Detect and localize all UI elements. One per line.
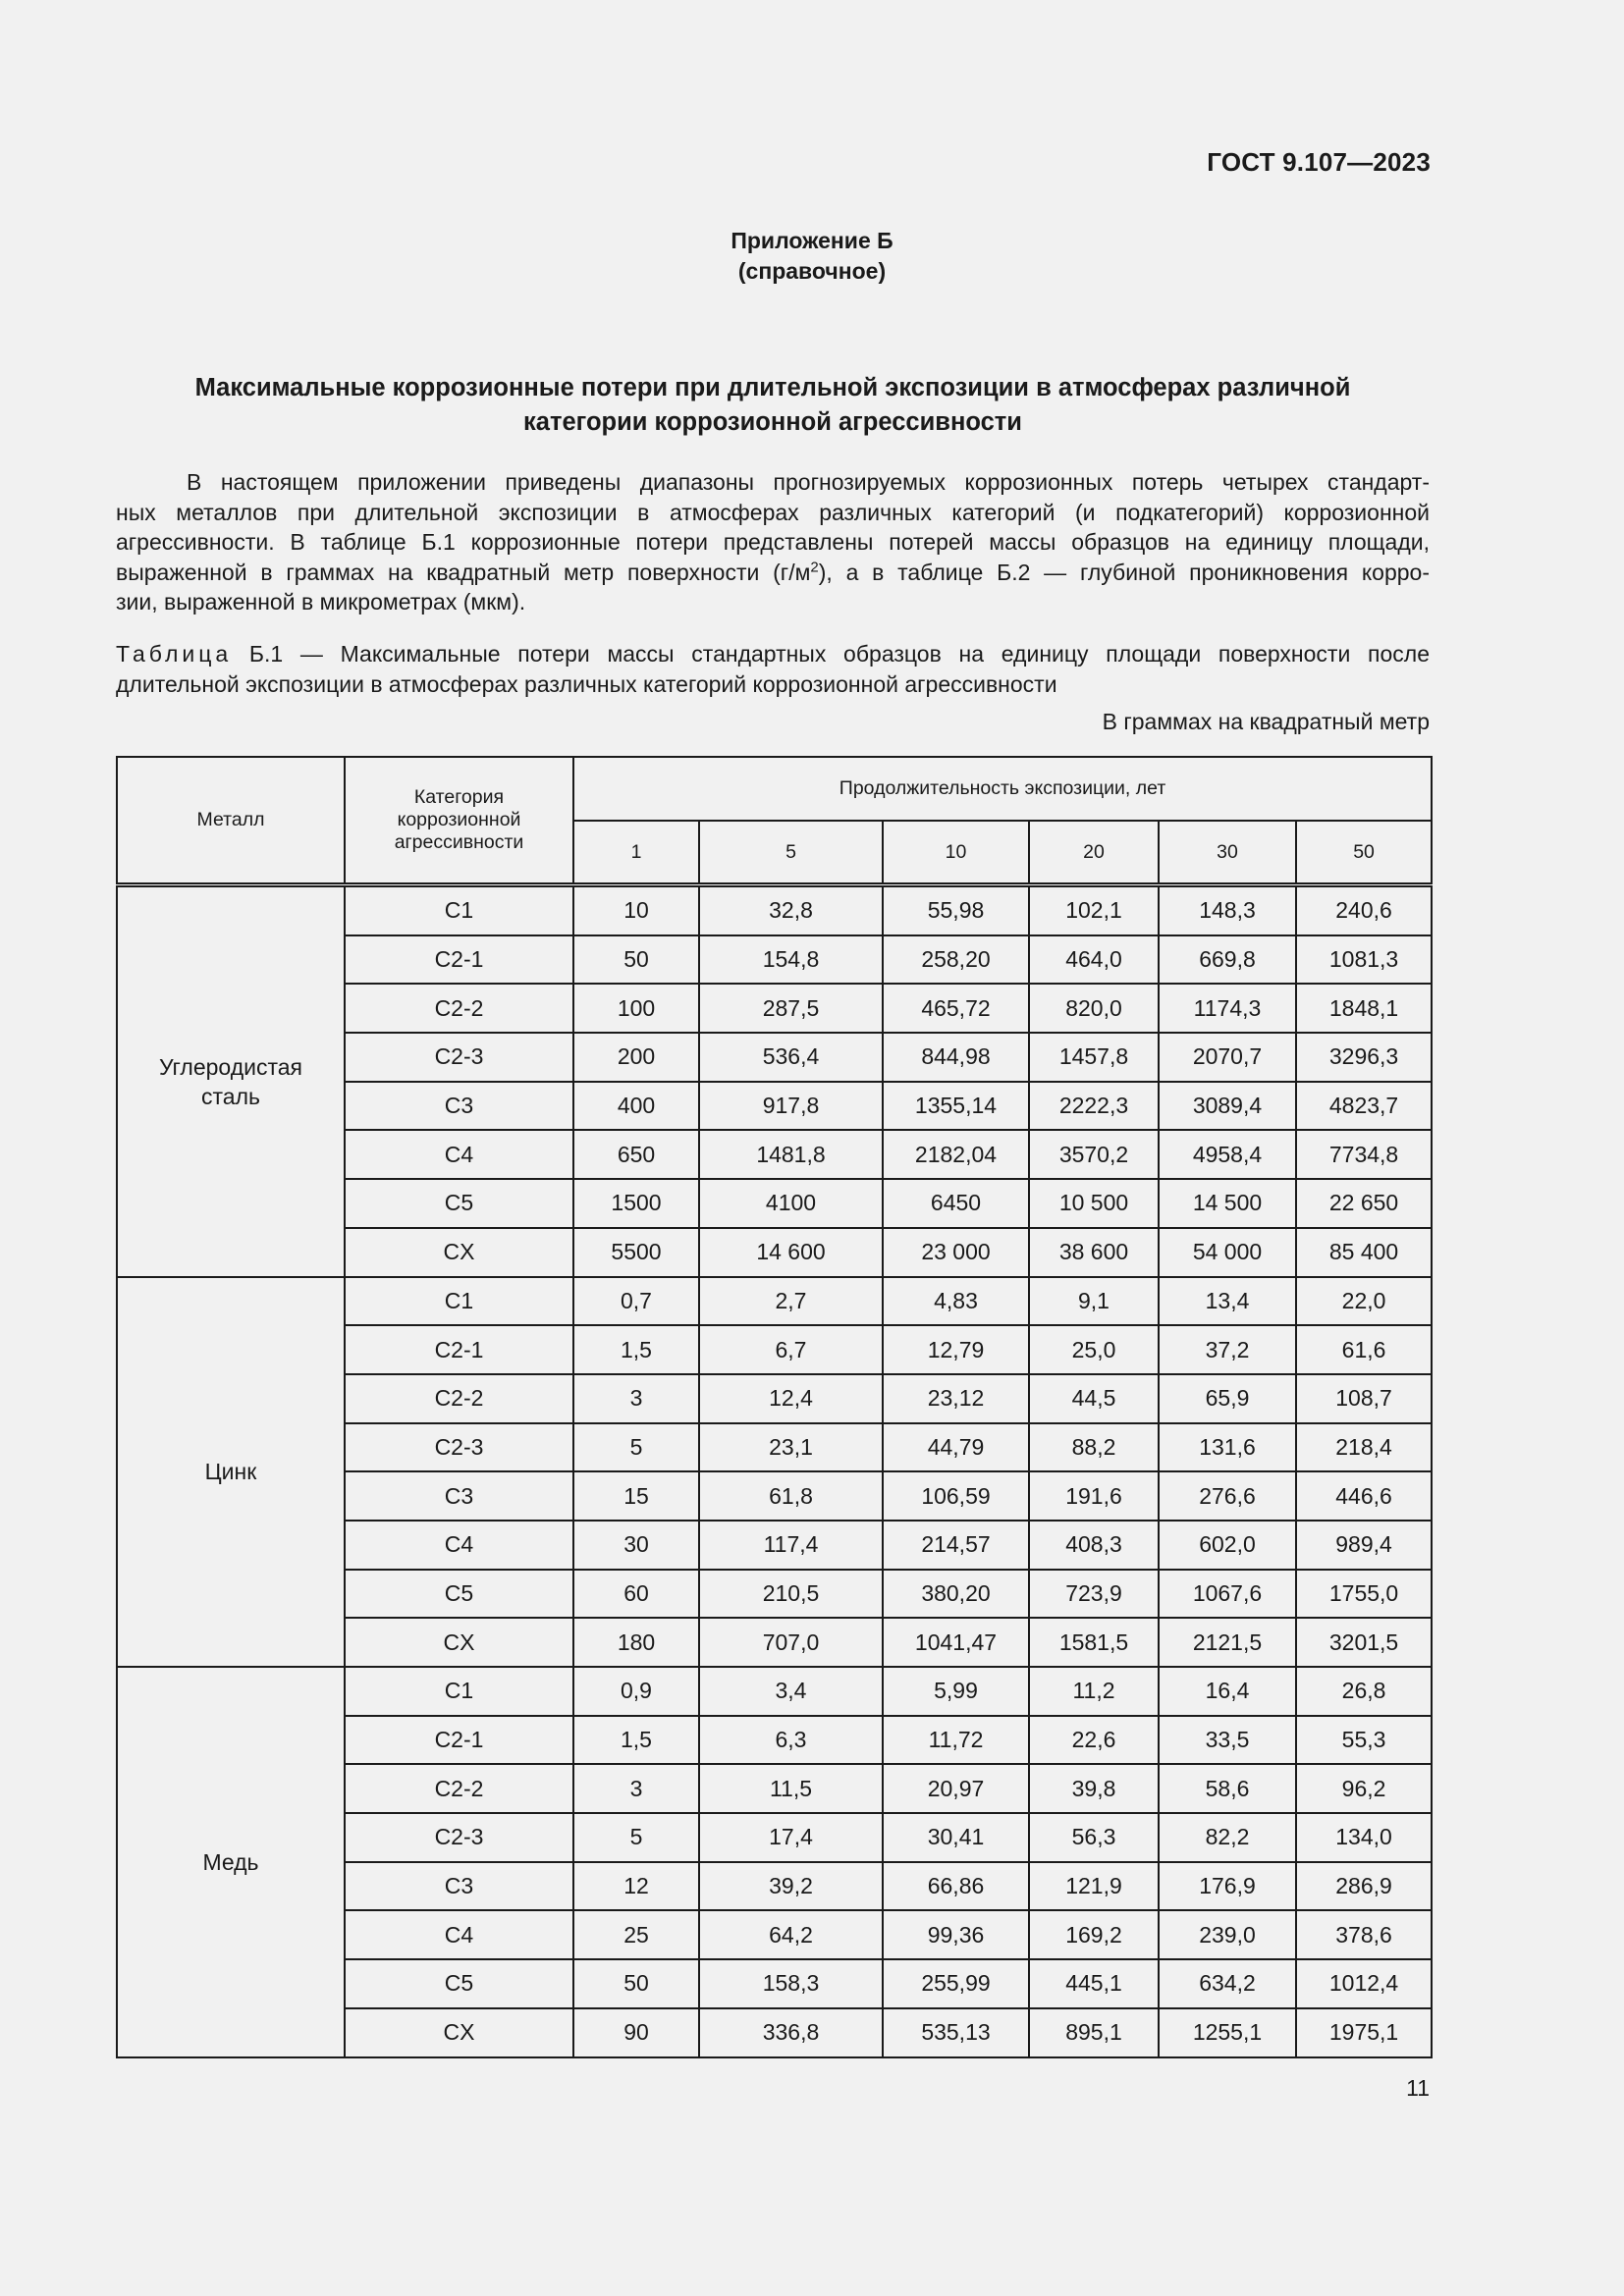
- value-cell: 3201,5: [1296, 1618, 1432, 1667]
- value-cell: 6,3: [699, 1716, 883, 1765]
- header-category: Категория коррозионной агрессивности: [345, 757, 573, 885]
- value-cell: 88,2: [1029, 1423, 1159, 1472]
- value-cell: 20,97: [883, 1764, 1029, 1813]
- value-cell: 4958,4: [1159, 1130, 1296, 1179]
- value-cell: 32,8: [699, 885, 883, 935]
- value-cell: 286,9: [1296, 1862, 1432, 1911]
- units-note: В граммах на квадратный метр: [1102, 709, 1430, 734]
- table-row: [117, 1667, 1432, 1716]
- value-cell: 121,9: [1029, 1862, 1159, 1911]
- category-cell: C1: [345, 885, 573, 935]
- category-cell: CX: [345, 1618, 573, 1667]
- value-cell: 44,79: [883, 1423, 1029, 1472]
- value-cell: 1481,8: [699, 1130, 883, 1179]
- value-cell: 844,98: [883, 1033, 1029, 1082]
- value-cell: 60: [573, 1570, 699, 1619]
- value-cell: 5,99: [883, 1667, 1029, 1716]
- category-cell: C4: [345, 1521, 573, 1570]
- value-cell: 22,6: [1029, 1716, 1159, 1765]
- value-cell: 2182,04: [883, 1130, 1029, 1179]
- category-cell: C5: [345, 1179, 573, 1228]
- category-cell: C4: [345, 1910, 573, 1959]
- value-cell: 9,1: [1029, 1277, 1159, 1326]
- value-cell: 210,5: [699, 1570, 883, 1619]
- value-cell: 1848,1: [1296, 984, 1432, 1033]
- value-cell: 536,4: [699, 1033, 883, 1082]
- intro-line-4-start: выраженной в граммах на квадратный метр поверхности (г/м: [116, 559, 811, 585]
- value-cell: 58,6: [1159, 1764, 1296, 1813]
- category-cell: C5: [345, 1570, 573, 1619]
- value-cell: 25,0: [1029, 1325, 1159, 1374]
- value-cell: 100: [573, 984, 699, 1033]
- value-cell: 465,72: [883, 984, 1029, 1033]
- value-cell: 30: [573, 1521, 699, 1570]
- value-cell: 3,4: [699, 1667, 883, 1716]
- value-cell: 3089,4: [1159, 1082, 1296, 1131]
- value-cell: 61,8: [699, 1471, 883, 1521]
- value-cell: 5: [573, 1423, 699, 1472]
- value-cell: 14 500: [1159, 1179, 1296, 1228]
- value-cell: 258,20: [883, 935, 1029, 985]
- category-cell: C2-2: [345, 1764, 573, 1813]
- value-cell: 50: [573, 935, 699, 985]
- category-cell: C5: [345, 1959, 573, 2008]
- value-cell: 200: [573, 1033, 699, 1082]
- category-cell: C2-1: [345, 1325, 573, 1374]
- value-cell: 82,2: [1159, 1813, 1296, 1862]
- value-cell: 820,0: [1029, 984, 1159, 1033]
- value-cell: 106,59: [883, 1471, 1029, 1521]
- value-cell: 85 400: [1296, 1228, 1432, 1277]
- value-cell: 64,2: [699, 1910, 883, 1959]
- value-cell: 158,3: [699, 1959, 883, 2008]
- superscript-2: 2: [810, 558, 819, 575]
- appendix-subtitle: (справочное): [737, 258, 887, 284]
- value-cell: 239,0: [1159, 1910, 1296, 1959]
- value-cell: 50: [573, 1959, 699, 2008]
- value-cell: 3: [573, 1374, 699, 1423]
- value-cell: 12,4: [699, 1374, 883, 1423]
- value-cell: 191,6: [1029, 1471, 1159, 1521]
- value-cell: 4823,7: [1296, 1082, 1432, 1131]
- value-cell: 90: [573, 2008, 699, 2057]
- page-number: 11: [1406, 2075, 1430, 2101]
- intro-line-4-end: ), а в таблице Б.2 — глубиной проникновения корро-: [818, 559, 1431, 585]
- value-cell: 1581,5: [1029, 1618, 1159, 1667]
- value-cell: 1457,8: [1029, 1033, 1159, 1082]
- value-cell: 61,6: [1296, 1325, 1432, 1374]
- value-cell: 1975,1: [1296, 2008, 1432, 2057]
- value-cell: 38 600: [1029, 1228, 1159, 1277]
- value-cell: 26,8: [1296, 1667, 1432, 1716]
- category-cell: C2-2: [345, 1374, 573, 1423]
- value-cell: 989,4: [1296, 1521, 1432, 1570]
- value-cell: 445,1: [1029, 1959, 1159, 2008]
- value-cell: 400: [573, 1082, 699, 1131]
- value-cell: 3296,3: [1296, 1033, 1432, 1082]
- value-cell: 276,6: [1159, 1471, 1296, 1521]
- value-cell: 4100: [699, 1179, 883, 1228]
- value-cell: 96,2: [1296, 1764, 1432, 1813]
- value-cell: 917,8: [699, 1082, 883, 1131]
- value-cell: 895,1: [1029, 2008, 1159, 2057]
- value-cell: 39,2: [699, 1862, 883, 1911]
- value-cell: 22 650: [1296, 1179, 1432, 1228]
- value-cell: 634,2: [1159, 1959, 1296, 2008]
- value-cell: 37,2: [1159, 1325, 1296, 1374]
- value-cell: 6450: [883, 1179, 1029, 1228]
- metal-cell: Углеродистая сталь: [117, 885, 345, 1277]
- value-cell: 214,57: [883, 1521, 1029, 1570]
- value-cell: 11,5: [699, 1764, 883, 1813]
- value-cell: 0,9: [573, 1667, 699, 1716]
- value-cell: 99,36: [883, 1910, 1029, 1959]
- value-cell: 44,5: [1029, 1374, 1159, 1423]
- value-cell: 378,6: [1296, 1910, 1432, 1959]
- value-cell: 154,8: [699, 935, 883, 985]
- category-cell: C1: [345, 1667, 573, 1716]
- value-cell: 255,99: [883, 1959, 1029, 2008]
- value-cell: 23,12: [883, 1374, 1029, 1423]
- value-cell: 56,3: [1029, 1813, 1159, 1862]
- value-cell: 5: [573, 1813, 699, 1862]
- value-cell: 169,2: [1029, 1910, 1159, 1959]
- value-cell: 17,4: [699, 1813, 883, 1862]
- value-cell: 0,7: [573, 1277, 699, 1326]
- value-cell: 134,0: [1296, 1813, 1432, 1862]
- value-cell: 13,4: [1159, 1277, 1296, 1326]
- value-cell: 11,2: [1029, 1667, 1159, 1716]
- header-year: 30: [1159, 821, 1296, 885]
- value-cell: 707,0: [699, 1618, 883, 1667]
- value-cell: 1174,3: [1159, 984, 1296, 1033]
- category-cell: C4: [345, 1130, 573, 1179]
- value-cell: 176,9: [1159, 1862, 1296, 1911]
- caption-line-1-rest: Б.1 — Максимальные потери массы стандартных образцов на единицу площади поверхности после: [232, 641, 1430, 667]
- value-cell: 2070,7: [1159, 1033, 1296, 1082]
- value-cell: 1255,1: [1159, 2008, 1296, 2057]
- value-cell: 336,8: [699, 2008, 883, 2057]
- value-cell: 25: [573, 1910, 699, 1959]
- value-cell: 16,4: [1159, 1667, 1296, 1716]
- category-cell: C2-2: [345, 984, 573, 1033]
- category-cell: C3: [345, 1862, 573, 1911]
- value-cell: 1355,14: [883, 1082, 1029, 1131]
- header-duration: Продолжительность экспозиции, лет: [573, 757, 1432, 821]
- value-cell: 1,5: [573, 1325, 699, 1374]
- value-cell: 6,7: [699, 1325, 883, 1374]
- value-cell: 22,0: [1296, 1277, 1432, 1326]
- intro-line-2: ных металлов при длительной экспозиции в атмосферах различных категорий (и подкатегорий) коррозионной: [116, 499, 1430, 525]
- value-cell: 2222,3: [1029, 1082, 1159, 1131]
- value-cell: 180: [573, 1618, 699, 1667]
- value-cell: 3570,2: [1029, 1130, 1159, 1179]
- value-cell: 33,5: [1159, 1716, 1296, 1765]
- value-cell: 1012,4: [1296, 1959, 1432, 2008]
- value-cell: 14 600: [699, 1228, 883, 1277]
- category-cell: C2-3: [345, 1813, 573, 1862]
- value-cell: 4,83: [883, 1277, 1029, 1326]
- value-cell: 131,6: [1159, 1423, 1296, 1472]
- header-year: 5: [699, 821, 883, 885]
- value-cell: 1067,6: [1159, 1570, 1296, 1619]
- value-cell: 240,6: [1296, 885, 1432, 935]
- appendix-title: Приложение Б: [731, 228, 893, 253]
- value-cell: 1,5: [573, 1716, 699, 1765]
- value-cell: 1041,47: [883, 1618, 1029, 1667]
- corrosion-loss-table: [116, 756, 1433, 2058]
- metal-cell: Цинк: [117, 1277, 345, 1668]
- value-cell: 218,4: [1296, 1423, 1432, 1472]
- header-metal: Металл: [117, 757, 345, 885]
- value-cell: 380,20: [883, 1570, 1029, 1619]
- value-cell: 287,5: [699, 984, 883, 1033]
- heading-line-1: Максимальные коррозионные потери при длительной экспозиции в атмосферах различной: [194, 374, 1351, 401]
- value-cell: 23 000: [883, 1228, 1029, 1277]
- value-cell: 102,1: [1029, 885, 1159, 935]
- header-year: 20: [1029, 821, 1159, 885]
- intro-line-4: [116, 558, 1430, 588]
- category-cell: CX: [345, 2008, 573, 2057]
- value-cell: 12,79: [883, 1325, 1029, 1374]
- value-cell: 723,9: [1029, 1570, 1159, 1619]
- value-cell: 464,0: [1029, 935, 1159, 985]
- value-cell: 11,72: [883, 1716, 1029, 1765]
- value-cell: 66,86: [883, 1862, 1029, 1911]
- value-cell: 54 000: [1159, 1228, 1296, 1277]
- table-row: [117, 1277, 1432, 1326]
- table-caption: [116, 639, 1430, 699]
- value-cell: 7734,8: [1296, 1130, 1432, 1179]
- value-cell: 10 500: [1029, 1179, 1159, 1228]
- value-cell: 12: [573, 1862, 699, 1911]
- category-cell: C2-3: [345, 1423, 573, 1472]
- intro-line-5: зии, выраженной в микрометрах (мкм).: [116, 589, 526, 614]
- intro-line-1: В настоящем приложении приведены диапазоны прогнозируемых коррозионных потерь четырех стандарт-: [187, 469, 1430, 495]
- value-cell: 55,3: [1296, 1716, 1432, 1765]
- value-cell: 148,3: [1159, 885, 1296, 935]
- value-cell: 408,3: [1029, 1521, 1159, 1570]
- value-cell: 10: [573, 885, 699, 935]
- value-cell: 55,98: [883, 885, 1029, 935]
- value-cell: 669,8: [1159, 935, 1296, 985]
- value-cell: 108,7: [1296, 1374, 1432, 1423]
- caption-label: Таблица: [116, 641, 233, 667]
- category-cell: CX: [345, 1228, 573, 1277]
- value-cell: 65,9: [1159, 1374, 1296, 1423]
- category-cell: C3: [345, 1471, 573, 1521]
- value-cell: 15: [573, 1471, 699, 1521]
- category-cell: C2-3: [345, 1033, 573, 1082]
- table-row: [117, 885, 1432, 935]
- value-cell: 39,8: [1029, 1764, 1159, 1813]
- value-cell: 446,6: [1296, 1471, 1432, 1521]
- value-cell: 602,0: [1159, 1521, 1296, 1570]
- value-cell: 5500: [573, 1228, 699, 1277]
- header-year: 10: [883, 821, 1029, 885]
- intro-paragraph: [116, 467, 1430, 617]
- value-cell: 23,1: [699, 1423, 883, 1472]
- value-cell: 1755,0: [1296, 1570, 1432, 1619]
- value-cell: 2121,5: [1159, 1618, 1296, 1667]
- category-cell: C2-1: [345, 935, 573, 985]
- appendix-header: [0, 226, 1624, 287]
- value-cell: 30,41: [883, 1813, 1029, 1862]
- value-cell: 650: [573, 1130, 699, 1179]
- document-code: ГОСТ 9.107—2023: [1207, 147, 1431, 177]
- value-cell: 1500: [573, 1179, 699, 1228]
- section-heading: [116, 371, 1430, 440]
- heading-line-2: категории коррозионной агрессивности: [523, 408, 1022, 436]
- header-year: 1: [573, 821, 699, 885]
- intro-line-3: агрессивности. В таблице Б.1 коррозионные потери представлены потерей массы образцов на единицу площади,: [116, 529, 1430, 555]
- value-cell: 2,7: [699, 1277, 883, 1326]
- caption-line-1: [116, 639, 1430, 669]
- value-cell: 3: [573, 1764, 699, 1813]
- value-cell: 1081,3: [1296, 935, 1432, 985]
- header-year: 50: [1296, 821, 1432, 885]
- category-cell: C1: [345, 1277, 573, 1326]
- category-cell: C2-1: [345, 1716, 573, 1765]
- metal-cell: Медь: [117, 1667, 345, 2057]
- value-cell: 535,13: [883, 2008, 1029, 2057]
- category-cell: C3: [345, 1082, 573, 1131]
- value-cell: 117,4: [699, 1521, 883, 1570]
- caption-line-2: длительной экспозиции в атмосферах различных категорий коррозионной агрессивности: [116, 670, 1057, 697]
